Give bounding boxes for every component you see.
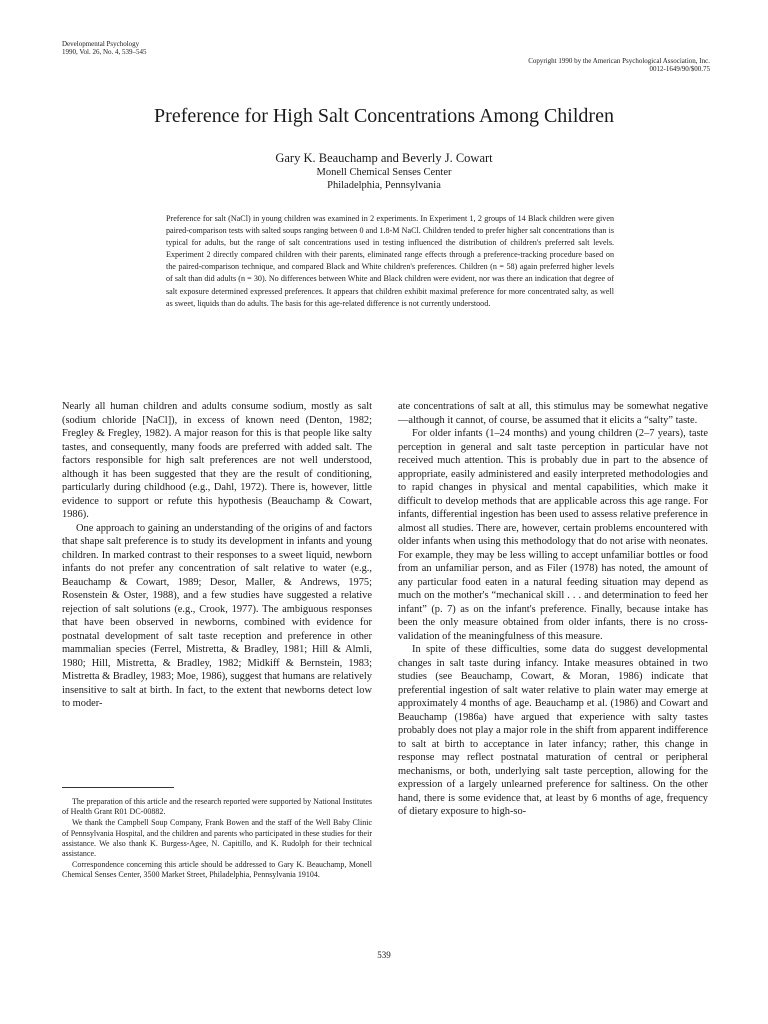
author-names: Gary K. Beauchamp and Beverly J. Cowart (275, 151, 493, 165)
body-paragraph: In spite of these difficulties, some data do suggest developmental changes in salt taste during infancy. Intake measures obtained in two studies (see Beauchamp, Cowart, & Moran, 1986) indicate that preferential ingestion of salt water relative to plain water may emerge at approximately 4 months of age. Beauchamp et al. (1986) and Cowart and Beauchamp (1986a) have argued that experience with salty tastes probably does not play a major role in the shift from apparent indifference to salt at birth to acceptance in later infancy; rather, this change in response may reflect postnatal maturation of central or peripheral mechanisms, or both, underlying salt taste perception, allowing for the expression of a largely unlearned preference for saltiness. On the other hand, there is some evidence that, at least by 6 months of age, frequency of dietary exposure to high-so- (398, 644, 708, 817)
footnote-divider (62, 787, 174, 788)
abstract: Preference for salt (NaCl) in young children was examined in 2 experiments. In Experiment 1, 2 groups of 14 Black children were given paired-comparison tests with salted soups ranging between 0 and 1.8-M NaCl. Children tended to prefer higher salt concentrations than is typical for adults, but the range of salt concentrations used in testing influenced the distribution of children's preferred salt levels. Experiment 2 directly compared children with their parents, eliminated range effects through a preference-tracking procedure based on the paired-comparison technique, and compared Black and White children's preferences. Children (n = 58) again preferred higher levels of salt than did adults (n = 30). No differences between White and Black children were evident, nor was there an indication that degree of salt exposure determined expressed preferences. It appears that children exhibit maximal preference for more concentrated salty, as well as sweet, liquids than do adults. The basis for this age-related difference is not currently understood. (166, 214, 614, 308)
journal-citation (62, 40, 147, 56)
body-column-right (398, 400, 708, 819)
affiliation-institution: Monell Chemical Senses Center (316, 167, 452, 178)
affiliation (0, 166, 768, 192)
page-number: 539 (377, 950, 391, 960)
footnote-correspondence: Correspondence concerning this article should be addressed to Gary K. Beauchamp, Monell Chemical Senses Center, 3500 Market Street, Philadelphia, Pennsylvania 19104. (62, 860, 372, 880)
footnotes (62, 797, 372, 882)
body-paragraph: ate concentrations of salt at all, this stimulus may be somewhat negative—although it cannot, of course, be assumed that it elicits a “salty” taste. (398, 401, 708, 426)
body-column-left (62, 400, 372, 711)
body-paragraph: For older infants (1–24 months) and young children (2–7 years), taste perception in general and salt taste perception in particular have not received much attention. This is probably due in part to the absence of appropriate, easily administered and easily interpreted methodologies and to rapid changes in physical and mental capabilities, which make it difficult to develop methods that are applicable across this age range. For infants, differential ingestion has been used to assess relative preference in almost all studies. There are, however, certain problems encountered with older infants when using this methodology that do not arise with neonates. For example, they may be less willing to accept unfamiliar bottles or food from an unfamiliar person, and as Filer (1978) has noted, the amount of any particular food eaten in a natural feeding situation may depend as much on the mother's “mechanical skill . . . and determination to feed her infant” (p. 7) as on the infant's preference. Finally, because intake has been the only measure obtained from older infants, there is no cross-validation of the meaningfulness of this measure. (398, 428, 708, 642)
journal-name: Developmental Psychology (62, 40, 140, 48)
body-paragraph: One approach to gaining an understanding of the origins of and factors that shape salt preference is to study its development in infants and young children. In marked contrast to their responses to a sweet liquid, newborn infants do not prefer any concentration of salt relative to water (e.g., Beauchamp & Cowart, 1989; Desor, Maller, & Andrews, 1975; Rosenstein & Oster, 1988), and a few studies have suggested a relative rejection of salt solutions (e.g., Crook, 1977). The ambiguous responses that have been observed in newborns, combined with evidence for postnatal development of salt taste reception and preference in other mammalian species (Ferrel, Mistretta, & Bradley, 1981; Hill & Almli, 1980; Hill, Mistretta, & Bradley, 1982; Midkiff & Bernstein, 1983; Mistretta & Bradley, 1983; Moe, 1986), suggest that humans are relatively insensitive to salt at birth. In fact, to the extent that newborns detect low to moder- (62, 522, 372, 709)
article-title: Preference for High Salt Concentrations Among Children (154, 105, 614, 127)
journal-volume: 1990, Vol. 26, No. 4, 539–545 (62, 48, 147, 56)
copyright-notice (528, 57, 710, 73)
copyright-line: Copyright 1990 by the American Psychological Association, Inc. (528, 57, 710, 65)
footnote-acknowledgments: We thank the Campbell Soup Company, Frank Bowen and the staff of the Well Baby Clinic of Pennsylvania Hospital, and the children and parents who participated in these studies for their assistance. We also thank K. Burgess-Agee, N. Capitillo, and K. Rudolph for their technical assistance. (62, 818, 372, 859)
affiliation-location: Philadelphia, Pennsylvania (327, 180, 441, 191)
issn-line: 0012-1649/90/$00.75 (649, 65, 710, 73)
footnote-funding: The preparation of this article and the research reported were supported by National Institutes of Health Grant R01 DC-00882. (62, 797, 372, 817)
body-paragraph: Nearly all human children and adults consume sodium, mostly as salt (sodium chloride [NaCl]), in excess of known need (Denton, 1982; Fregley & Fregley, 1982). A major reason for this is that people like salty tastes, and consequently, many foods are preferred with added salt. The factors responsible for high salt preferences are not well understood, although it has been suggested that they are the result of conditioning, particularly during childhood (e.g., Dahl, 1972). There is, however, little evidence to support or refute this hypothesis (Beauchamp & Cowart, 1986). (62, 401, 372, 520)
